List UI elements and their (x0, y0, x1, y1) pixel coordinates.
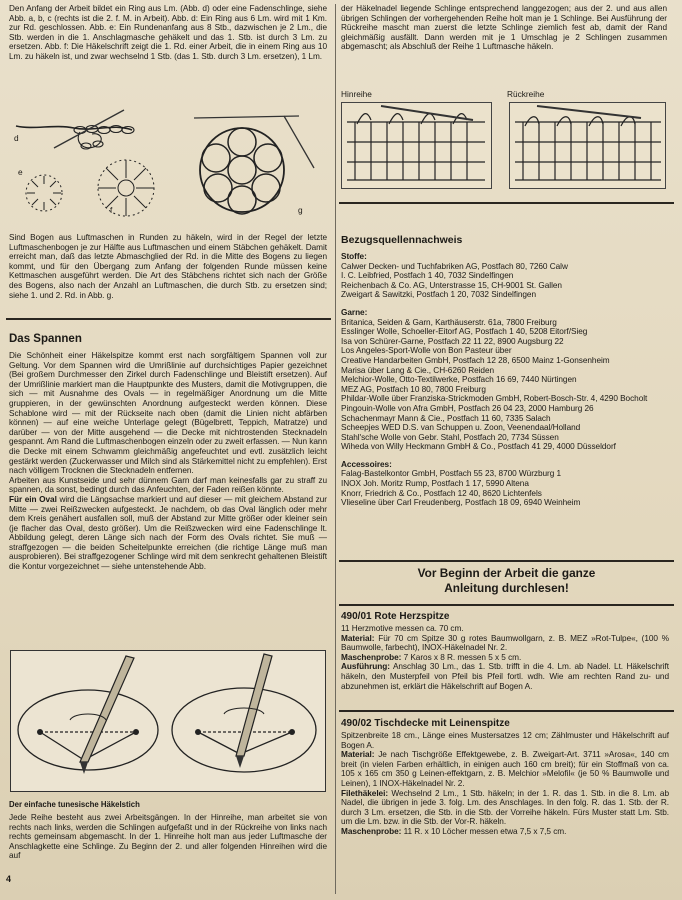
p2-material (341, 750, 669, 788)
p1-maschenprobe-text: 7 Karos x 8 R. messen 5 x 5 cm. (401, 652, 522, 662)
p2-maschenprobe (341, 827, 669, 837)
crochet-diagram (14, 108, 326, 226)
tunesisch-figure (341, 102, 667, 190)
accessoires-item: INOX Joh. Moritz Rump, Postfach 1 17, 5990 Altena (341, 479, 529, 489)
callout (339, 566, 674, 596)
oval-lead: Für ein Oval (9, 494, 57, 504)
oval-text: wird die Längsachse markiert und auf dieser — mit gleichem Abstand zur Mitte — zwei Reißzwecken aufgesteckt. Je nachdem, ob das Oval länglich oder mehr dem Kreis genähert ausfallen soll, muß der Abstand zur Mitte größer oder kleiner sein (je flacher das Oval, desto größer). Um die Reißzwecken wird eine Fadenschlinge lt. Abbildung gelegt, deren Länge sich nach der Form des Ovals richtet. Sie muß — straffgezogen — die beiden Scheitelpunkte erreichen (die richtige Länge muß man ausprobieren). Bei straffgezogener Schlinge wird mit dem senkrecht gehaltenen Bleistift die Kontur vorgezeichnet — siehe untenstehende Abb. (9, 494, 327, 572)
p1-maschenprobe-label: Maschenprobe: (341, 652, 402, 662)
p1-material-text: Für 70 cm Spitze 30 g rotes Baumwollgarn, z. B. MEZ »Rot-Tulpe«, (100 % Baumwolle, farbecht), INOX-Häkelnadel Nr. 2. (341, 633, 669, 653)
tunesisch-paragraph: Jede Reihe besteht aus zwei Arbeitsgängen. In der Hinreihe, man arbeitet sie von rechts nach links, werden die Schlingen aufgefaßt und in der Rückreihe von links nach rechts gemeinsam abgemascht. In der 1. Hinreihe holt man aus jeder Luftmasche der Anschlagkette eine Schlinge. Zu Beginn der 2. und aller folgenden Hinreihen wird die auf (9, 813, 327, 861)
garne-item: Pingouin-Wolle von Afra GmbH, Postfach 26 04 23, 2000 Hamburg 26 (341, 403, 594, 413)
p1-material-label: Material: (341, 633, 375, 643)
section-rule (6, 318, 331, 320)
p1-heading: 490/01 Rote Herzspitze (341, 611, 450, 622)
garne-item: Isa von Schürer-Garne, Postfach 22 11 22, 8900 Augsburg 22 (341, 336, 564, 346)
p2-filethaekelei-text: Wechselnd 2 Lm., 1 Stb. häkeln; in der 1. R. das 1. Stb. in die 8. Lm. ab Nadel, die übrigen in jede 3. folg. Lm. des Anschlages. In den folg. R. das 1. Stb. der R. durch 3 Lm. ersetzen, die Stb. in die Stb. der Vorreihe häkeln. Fürs Muster statt Lm. Stb. um die Lm. bzw. in die Stb. der Vor-R. häkeln. (341, 788, 669, 827)
spannen-paragraph: Die Schönheit einer Häkelspitze kommt erst nach sorgfältigem Spannen voll zur Geltung. Vor dem Spannen wird die Umrißlinie auf durchsichtiges Papier gezeichnet (Bei großem Durchmesser den Zirkel durch Fadenschlinge und Bleistift ersetzen). Auf der Umrißlinie markiert man die Hauptpunkte des Musters, damit die Motivgruppen, die sich — mit Ausnahme des Ovals — in regelmäßiger Anordnung um die Mitte gruppieren, in der gewünschten Anordnung aufgesteckt werden können. Diese Schablone wird — mit der Rückseite nach oben (damit die Linien nicht abfärben können) — auf eine weiche Unterlage gelegt (Bügelbrett, Teppich, Matratze) und darüber — von der Mitte ausgehend — die Decke mit nichtrostenden Stecknadeln gespannt. Am Rand die Luftmaschenbogen einzeln oder zu zweit erfassen. — Nun kann die Decke mit einem Schwamm gleichmäßig angefeuchtet und evtl. zusätzlich leicht gestärkt werden (Zuckerwasser und Milch sind als Stärkemittel nicht zu empfehlen). Erst nach völligem Trocknen die Stecknadeln entfernen. (9, 351, 327, 476)
p2-material-text: Je nach Tischgröße Effektgewebe, z. B. Zweigart-Art. 3711 »Arosa«, 140 cm breit (in vielen Farben erhältlich, in einigen auch 160 cm breit); für ein Stoffmaß von ca. 105 x 165 cm 350 g Leinen-effektgarn, z. B. Melchior »Melofil« (je 50 % Baumwolle und Leinen), 1 INOX-Häkelnadel Nr. 2. (341, 750, 669, 788)
section-rule-p1 (339, 604, 674, 606)
garne-item: MEZ AG, Postfach 10 80, 7800 Freiburg (341, 384, 486, 394)
stoffe-item: Zweigart & Sawitzki, Postfach 1 20, 7032 Sindelfingen (341, 290, 537, 300)
garne-item: Los Angeles-Sport-Wolle von Bon Pasteur über (341, 346, 512, 356)
p1-ausfuehrung-label: Ausführung: (341, 662, 390, 672)
rueckreihe-label: Rückreihe (507, 89, 545, 99)
garne-item: Esslinger Wolle, Schoeller-Eitorf AG, Postfach 1 40, 5208 Eitorf/Sieg (341, 327, 588, 337)
p1-material (341, 634, 669, 653)
fig-label-e: e (18, 167, 23, 177)
intro-paragraph: Den Anfang der Arbeit bildet ein Ring aus Lm. (Abb. d) oder eine Fadenschlinge, siehe Abb. a, b, c (rechts ist die 2. f. M. in Arbeit). Abb. d: Ein Ring aus 6 Lm. wird mit 1 Km. zur Rd. geschlossen. Abb. e: Ein Rundenanfang aus 8 Stb., dazwischen je 2 Lm., die Stb. werden in die 1. Anschlagmasche gehäkelt und das 1. Stb. ist durch 3 Lm. zu ersetzen. Abb. f: Die Häkelschrift zeigt die 1. Rd. einer Arbeit, die in einem Ring aus 10 Lm. zu häkeln ist, und zwar wechselnd 1 Stb. (das 1. Stb. durch 3 Lm. ersetzen), 1 Lm. (9, 4, 327, 61)
callout-line-2: Anleitung durchlesen! (444, 581, 569, 595)
garne-item: Wiheda von Willy Heckmann GmbH & Co., Postfach 41 29, 4000 Düsseldorf (341, 442, 616, 452)
p2-heading: 490/02 Tischdecke mit Leinenspitze (341, 718, 510, 729)
garne-item: Stahl'sche Wolle von Gebr. Stahl, Postfach 20, 7734 Süssen (341, 432, 559, 442)
fig-label-d: d (14, 133, 19, 143)
bogen-paragraph: Sind Bogen aus Luftmaschen in Runden zu häkeln, wird in der Regel der letzte Luftmaschenbogen je zur Hälfte aus Luftmaschen und einem Stäbchen gehäkelt. Damit erreicht man, daß das letzte Abmaschglied der Rd. in die Mitte des Bogens zu liegen kommt, und für den Übergang zum Anfang der folgenden Runde müssen keine Kettmaschen ausgeführt werden. Die Art des Stäbchens richtet sich nach der Größe des Bogens, also nach der Anzahl an Luftmaschen, die durch Stb. zu ersetzen sind; siehe 1. und 2. Rd. in Abb. g. (9, 233, 327, 300)
garne-item: Marisa über Lang & Cie., CH-6260 Reiden (341, 365, 495, 375)
crochet-figure (14, 108, 326, 226)
p1-size: 11 Herzmotive messen ca. 70 cm. (341, 624, 464, 633)
fig-label-g: g (298, 205, 303, 215)
spannen-heading: Das Spannen (9, 333, 82, 345)
accessoires-heading: Accessoires: (341, 459, 392, 469)
pattern-490-02 (341, 718, 669, 837)
section-rule-bezug (339, 202, 674, 204)
p2-filethaekelei-label: Filethäkelei: (341, 788, 389, 798)
page-number: 4 (6, 874, 12, 884)
p1-ausfuehrung (341, 662, 669, 691)
kunstseide-paragraph: Arbeiten aus Kunstseide und sehr dünnem Garn darf man keinesfalls gar zu straff zu spannen, da sonst, bedingt durch das Anfeuchten, der Faden reißen könnte. (9, 475, 327, 495)
bezug-heading: Bezugsquellennachweis (341, 234, 463, 246)
accessoires-item: Falag-Bastelkontor GmbH, Postfach 55 23, 8700 Würzburg 1 (341, 469, 562, 479)
stoffe-item: I. C. Leibfried, Postfach 1 40, 7032 Sindelfingen (341, 271, 514, 281)
p2-maschenprobe-text: 11 R. x 10 Löcher messen etwa 7,5 x 7,5 cm. (401, 826, 567, 836)
tunesisch-continued: der Häkelnadel liegende Schlinge entsprechend langgezogen; aus der 2. und aus allen übrigen Schlingen der vorhergehenden Reihe holt man je 1 Schlinge. Bei Ausführung der Rückreihe mascht man zuerst die letzte Schlinge ziemlich fest ab, damit der Rand gleichmäßig ausfällt. Dann werden mit je 1 Umschlag je 2 Schlingen zusammen abgemascht; als Abschluß der Reihe 1 Luftmasche häkeln. (341, 4, 667, 52)
accessoires-item: Vlieseline über Carl Freudenberg, Postfach 18 09, 6940 Weinheim (341, 498, 581, 508)
oval-paragraph (9, 495, 327, 572)
section-rule-callout (339, 560, 674, 562)
p2-material-label: Material: (341, 750, 375, 760)
stoffe-heading: Stoffe: (341, 252, 367, 261)
pattern-490-01 (341, 611, 669, 691)
accessoires-item: Knorr, Friedrich & Co., Postfach 12 40, 8620 Lichtenfels (341, 488, 542, 498)
p1-maschenprobe (341, 653, 669, 663)
bezug-list (341, 252, 669, 508)
tunesisch-diagram (341, 102, 667, 190)
stoffe-item: Reichenbach & Co. AG, Unterstrasse 15, CH-9001 St. Gallen (341, 280, 562, 290)
tunesisch-heading: Der einfache tunesische Häkelstich (9, 800, 140, 809)
garne-item: Scheepjes WED D.S. van Schuppen u. Zoon, Veenendaal/Holland (341, 423, 581, 433)
stoffe-item: Calwer Decken- und Tuchfabriken AG, Postfach 80, 7260 Calw (341, 261, 568, 271)
hinreihe-label: Hinreihe (341, 89, 372, 99)
garne-item: Britanica, Seiden & Garn, Karthäuserstr. 61a, 7800 Freiburg (341, 317, 557, 327)
oval-figure (10, 650, 326, 792)
garne-item: Melchior-Wolle, Otto-Textilwerke, Postfach 16 69, 7440 Nürtingen (341, 375, 577, 385)
garne-item: Creative Handarbeiten GmbH, Postfach 12 28, 6500 Mainz 1-Gonsenheim (341, 355, 610, 365)
garne-item: Phildar-Wolle über Franziska-Strickmoden GmbH, Robert-Bosch-Str. 4, 4290 Bocholt (341, 394, 648, 404)
p2-filethaekelei (341, 789, 669, 827)
p1-ausfuehrung-text: Anschlag 30 Lm., das 1. Stb. trifft in die 4. Lm. ab Nadel. Lt. Häkelschrift häkeln, den Musterpfeil von Pfeil bis Pfeil fortl. wdh. Wie am rechten Rand zu- und abzunehmen ist, erklärt die Häkelschrift auf Bogen A. (341, 662, 669, 691)
p2-size: Spitzenbreite 18 cm., Länge eines Mustersatzes 12 cm; Zählmuster und Häkelschrift auf Bogen A. (341, 731, 669, 750)
oval-diagram (10, 650, 326, 792)
section-rule-p2 (339, 710, 674, 712)
garne-item: Schachenmayr Mann & Cie., Postfach 11 60, 7335 Salach (341, 413, 551, 423)
callout-line-1: Vor Beginn der Arbeit die ganze (417, 566, 596, 580)
p2-maschenprobe-label: Maschenprobe: (341, 826, 402, 836)
fig-label-f: f (110, 205, 113, 215)
garne-heading: Garne: (341, 307, 368, 317)
column-divider (335, 4, 336, 894)
